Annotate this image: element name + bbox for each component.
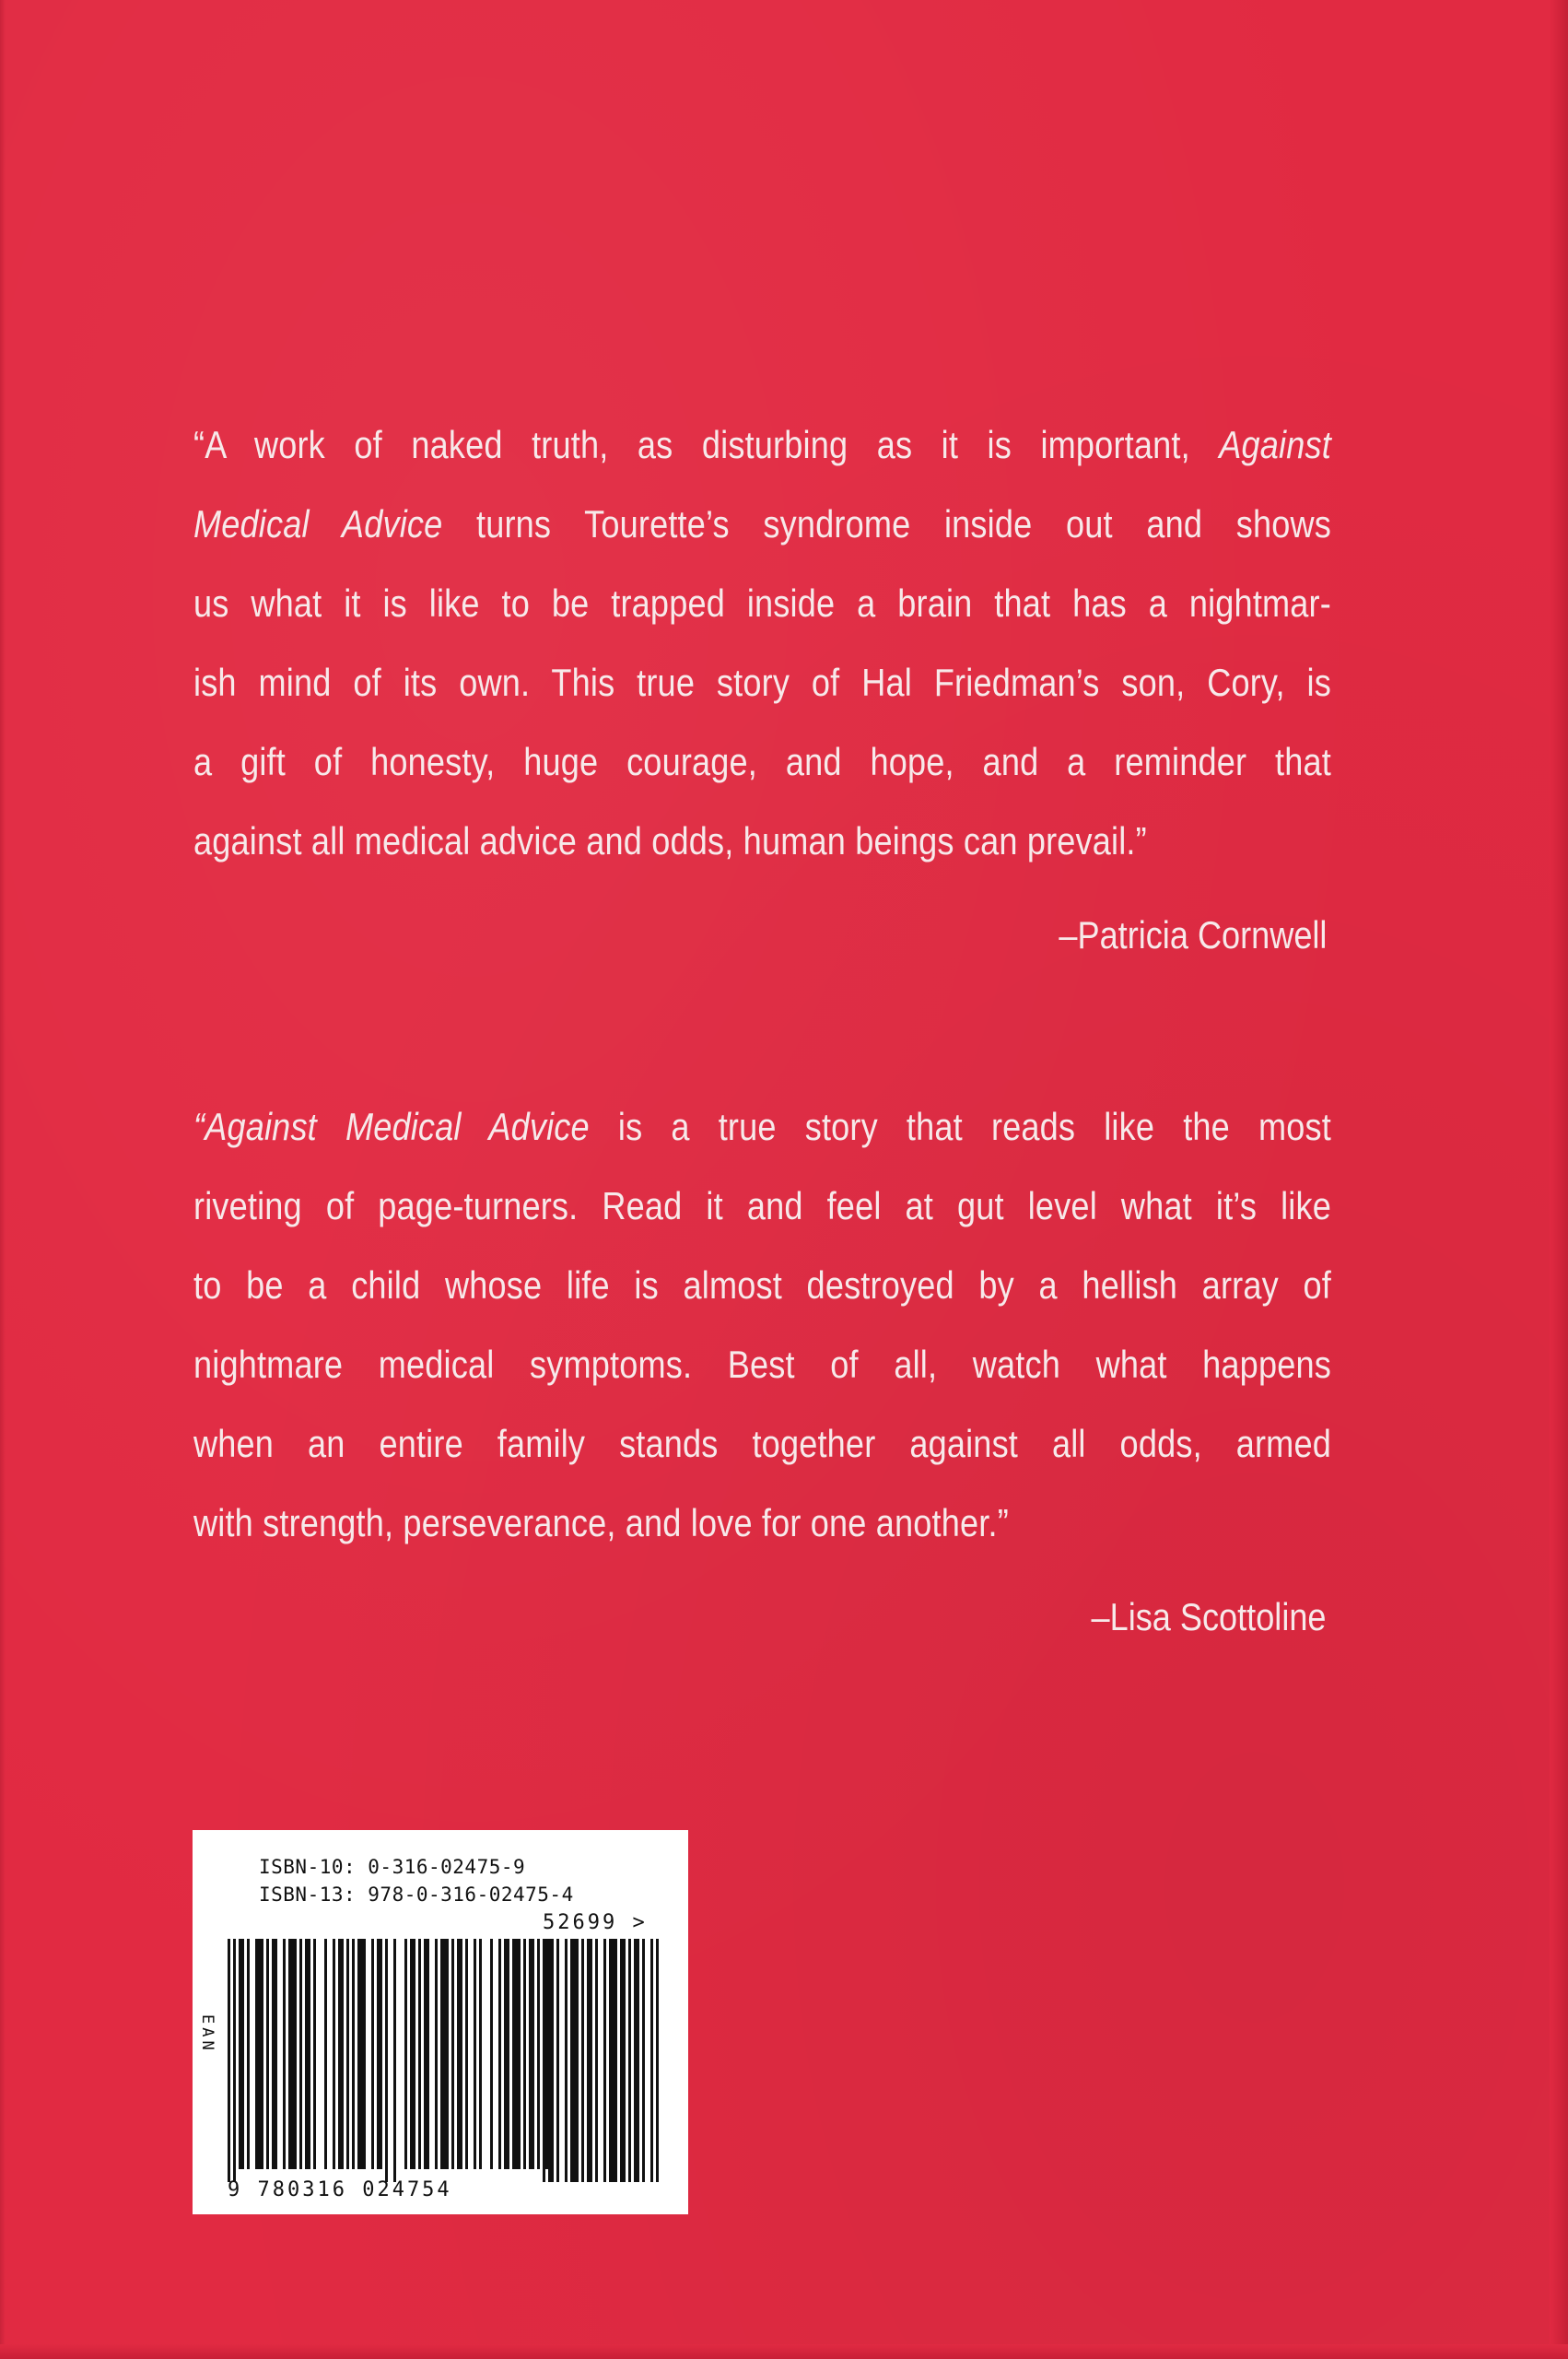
barcode-bar: [418, 1939, 421, 2169]
barcode-bar: [410, 1939, 415, 2169]
quote-mark: “: [193, 1105, 205, 1148]
barcode-bar: [595, 1939, 598, 2182]
barcode-bar: [556, 1939, 559, 2182]
barcode-bar: [457, 1939, 462, 2169]
blurb-quote-cornwell: [193, 405, 1331, 881]
barcode-bar: [543, 1939, 545, 2182]
ean-label: EAN: [198, 2014, 216, 2054]
quote-line: when an entire family stands together against all odds, armed: [193, 1422, 1331, 1465]
barcode-bar: [474, 1939, 476, 2169]
barcode-bar: [283, 1939, 286, 2169]
barcode-bar: [587, 1939, 592, 2182]
barcode-bar: [565, 1939, 568, 2182]
attribution-scottoline: –Lisa Scottoline: [1091, 1595, 1327, 1638]
barcode-bar: [620, 1939, 626, 2182]
quote-line: [193, 405, 1331, 485]
book-title-italic: Against Medical Advice: [205, 1105, 590, 1148]
barcode-bar: [650, 1939, 653, 2182]
bottom-edge-shadow: [0, 2344, 1568, 2359]
ean-digits: 9 780316 024754: [228, 2178, 452, 2201]
barcode-bar: [490, 1939, 493, 2169]
barcode-bar: [642, 1939, 645, 2182]
attribution-cornwell: –Patricia Cornwell: [1058, 913, 1327, 957]
barcode-bar: [266, 1939, 269, 2169]
quote-text: turns Tourette’s syndrome inside out and shows: [442, 502, 1331, 546]
barcode-bar: [656, 1939, 659, 2182]
barcode-bar: [545, 1939, 548, 2169]
quote-line: to be a child whose life is almost destroyed by a hellish array of: [193, 1263, 1331, 1307]
barcode-bar: [628, 1939, 631, 2182]
barcode-bar: [346, 1939, 349, 2169]
quote-line: against all medical advice and odds, human beings can prevail.”: [193, 819, 1147, 863]
barcode-bar: [333, 1939, 335, 2169]
barcode-bar: [537, 1939, 540, 2169]
barcode-bar: [288, 1939, 297, 2169]
price-addon-digits: 52699 >: [543, 1911, 648, 1934]
barcode-bar: [228, 1939, 230, 2182]
right-edge-shadow: [1550, 0, 1568, 2359]
barcode-bar: [393, 1939, 396, 2182]
barcode-bar: [324, 1939, 327, 2169]
quote-text: is a true story that reads like the most: [589, 1105, 1331, 1148]
barcode-graphic: [193, 1830, 688, 2214]
barcode-bar: [435, 1939, 438, 2169]
blurb-quote-scottoline: [193, 1087, 1331, 1563]
quote-line: nightmare medical symptoms. Best of all, watch what happens: [193, 1343, 1331, 1386]
barcode-bar: [255, 1939, 263, 2169]
addon-bars: [543, 1939, 659, 2182]
barcode-bar: [603, 1939, 606, 2182]
barcode-bar: [352, 1939, 355, 2169]
barcode-bar: [233, 1939, 236, 2182]
barcode-bar: [299, 1939, 302, 2169]
barcode-bar: [377, 1939, 382, 2169]
barcode-bar: [570, 1939, 579, 2182]
quote-line: a gift of honesty, huge courage, and hope, and a reminder that: [193, 740, 1331, 783]
barcode-bar: [313, 1939, 316, 2169]
barcode-bar: [272, 1939, 277, 2169]
isbn-barcode-box: [193, 1830, 688, 2214]
barcode-bar: [512, 1939, 521, 2169]
barcode-bar: [371, 1939, 374, 2169]
barcode-bar: [465, 1939, 468, 2169]
barcode-bar: [529, 1939, 534, 2169]
barcode-bar: [440, 1939, 449, 2169]
quote-line: riveting of page-turners. Read it and feel at gut level what it’s like: [193, 1184, 1331, 1227]
quote-line: us what it is like to be trapped inside a brain that has a nightmar-: [193, 581, 1331, 625]
quote-line: [193, 485, 1331, 564]
book-title-italic: Against: [1219, 423, 1331, 466]
barcode-bar: [479, 1939, 482, 2169]
book-title-italic: Medical Advice: [193, 502, 443, 546]
quote-line: with strength, perseverance, and love for one another.”: [193, 1501, 1009, 1544]
barcode-bar: [634, 1939, 639, 2182]
isbn-10: ISBN-10: 0-316-02475-9: [259, 1856, 526, 1878]
barcode-bar: [424, 1939, 429, 2169]
quote-text: “A work of naked truth, as disturbing as it is important,: [193, 423, 1220, 466]
barcode-bar: [338, 1939, 344, 2169]
isbn-13: ISBN-13: 978-0-316-02475-4: [259, 1884, 574, 1906]
quote-line: [193, 1087, 1331, 1167]
barcode-bar: [305, 1939, 310, 2169]
ean-bars: [228, 1939, 554, 2182]
barcode-bar: [498, 1939, 501, 2169]
left-edge-shadow: [0, 0, 6, 2359]
barcode-bar: [523, 1939, 526, 2169]
barcode-bar: [357, 1939, 366, 2169]
barcode-bar: [239, 1939, 244, 2169]
barcode-bar: [548, 1939, 554, 2182]
barcode-bar: [504, 1939, 509, 2169]
quote-line: ish mind of its own. This true story of Hal Friedman’s son, Cory, is: [193, 661, 1331, 704]
barcode-bar: [247, 1939, 250, 2169]
barcode-bar: [609, 1939, 617, 2182]
barcode-bar: [385, 1939, 388, 2182]
barcode-bar: [581, 1939, 584, 2182]
barcode-bar: [451, 1939, 454, 2169]
barcode-bar: [404, 1939, 407, 2169]
